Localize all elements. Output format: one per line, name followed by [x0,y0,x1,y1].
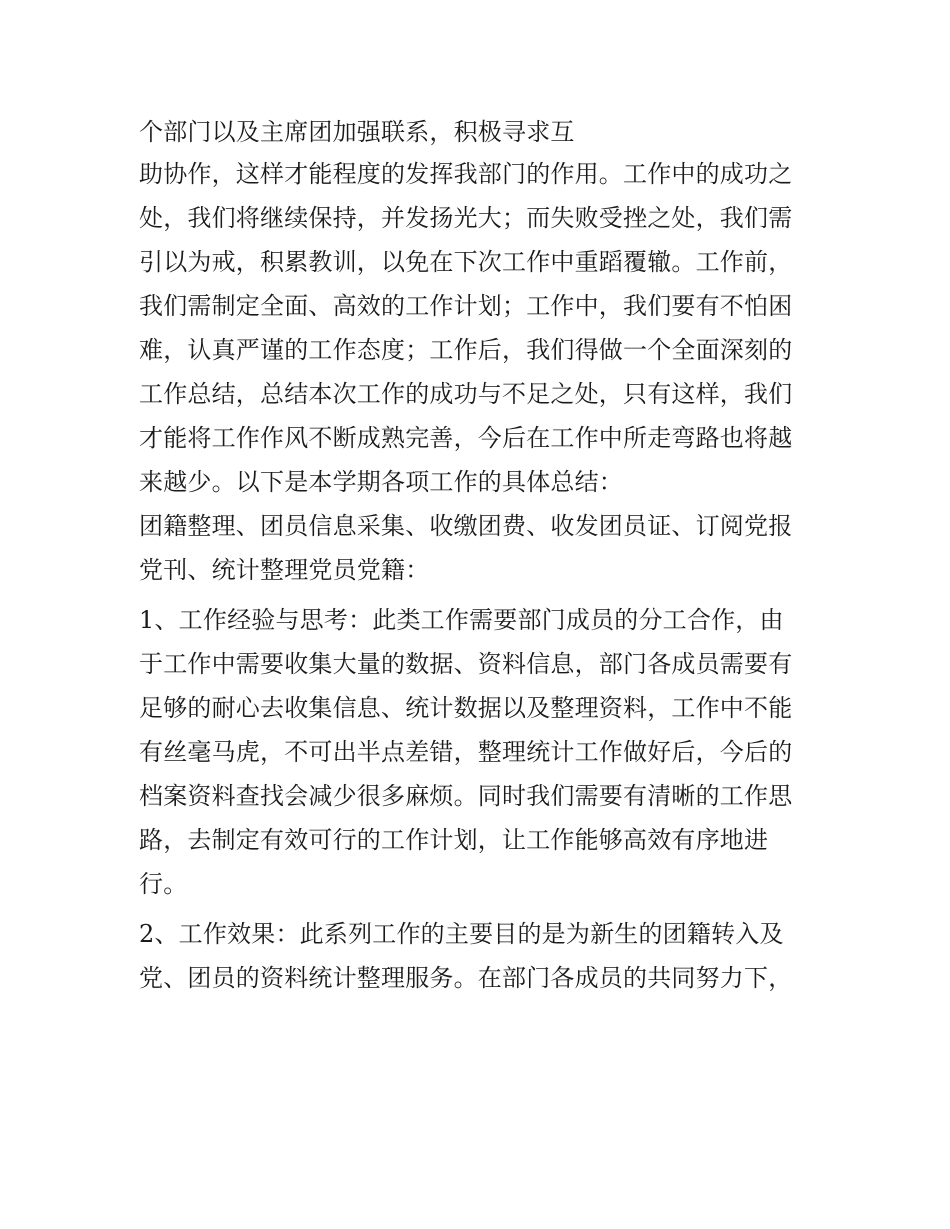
section-heading: 党刊、统计整理党员党籍： [139,556,430,584]
text-line: 个部门以及主席团加强联系，积极寻求互 [139,118,575,146]
list-item-1: 1、工作经验与思考：此类工作需要部门成员的分工合作，由 [139,606,784,634]
text-line: 有丝毫马虎，不可出半点差错，整理统计工作做好后，今后的 [139,738,793,766]
section-heading: 团籍整理、团员信息采集、收缴团费、收发团员证、订阅党报 [139,512,793,540]
text-line: 档案资料查找会减少很多麻烦。同时我们需要有清晰的工作思 [139,782,793,810]
text-line: 处，我们将继续保持，并发扬光大；而失败受挫之处，我们需 [139,204,793,232]
text-line: 引以为戒，积累教训，以免在下次工作中重蹈覆辙。工作前， [139,248,793,276]
document-body [139,112,829,1000]
text-line: 党、团员的资料统计整理服务。在部门各成员的共同努力下， [139,964,793,992]
text-line: 工作总结，总结本次工作的成功与不足之处，只有这样，我们 [139,380,793,408]
text-line: 才能将工作作风不断成熟完善，今后在工作中所走弯路也将越 [139,424,793,452]
text-line: 于工作中需要收集大量的数据、资料信息，部门各成员需要有 [139,650,793,678]
list-item-2: 2、工作效果：此系列工作的主要目的是为新生的团籍转入及 [139,920,784,948]
text-line: 行。 [139,870,188,898]
text-line: 助协作，这样才能程度的发挥我部门的作用。工作中的成功之 [139,160,793,188]
text-line: 路，去制定有效可行的工作计划，让工作能够高效有序地进 [139,826,769,854]
text-line: 足够的耐心去收集信息、统计数据以及整理资料，工作中不能 [139,694,793,722]
text-line: 来越少。以下是本学期各项工作的具体总结： [139,468,623,496]
text-line: 难，认真严谨的工作态度；工作后，我们得做一个全面深刻的 [139,336,793,364]
text-line: 我们需制定全面、高效的工作计划；工作中，我们要有不怕困 [139,292,793,320]
